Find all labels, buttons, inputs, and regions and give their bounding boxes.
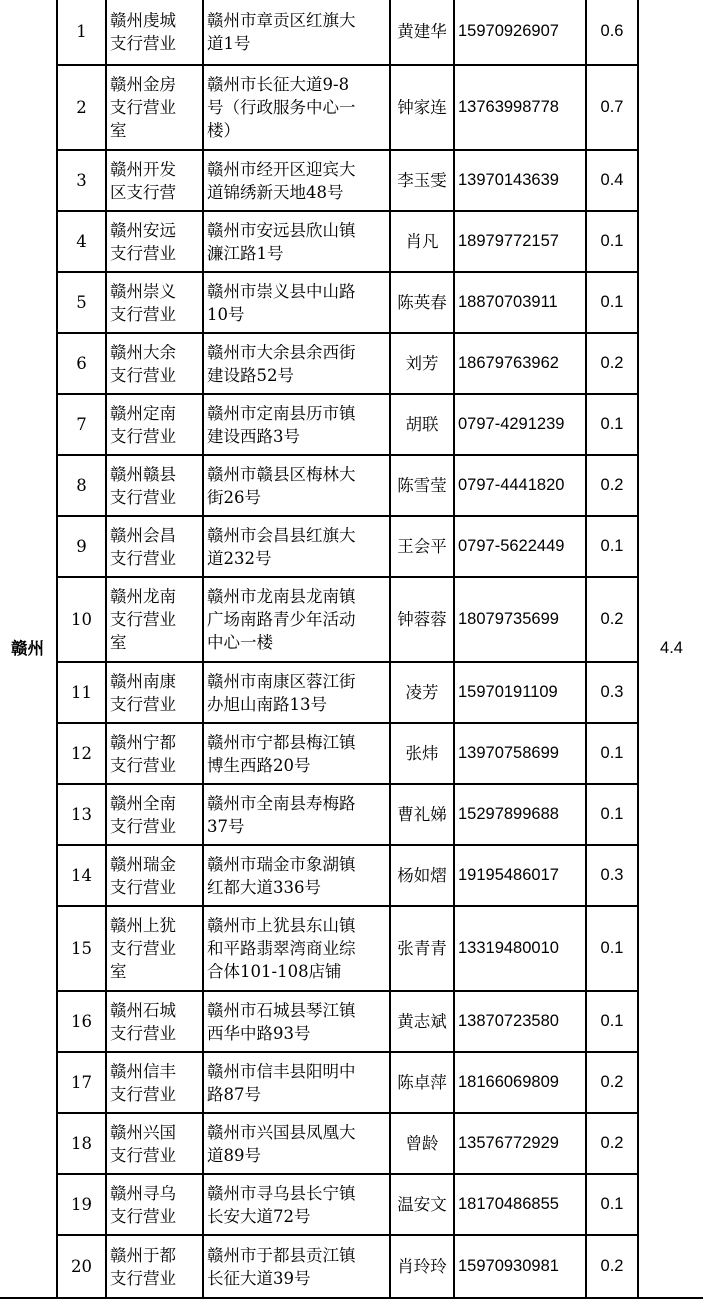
contact-person: 曾龄 xyxy=(390,1113,454,1174)
table-row xyxy=(0,906,703,991)
contact-phone: 19195486017 xyxy=(454,845,586,906)
branch-address: 赣州市定南县历市镇 建设西路3号 xyxy=(203,394,390,455)
table-row xyxy=(0,65,703,150)
branch-address: 赣州市于都县贡江镇 长征大道39号 xyxy=(203,1235,390,1298)
contact-phone: 15970191109 xyxy=(454,662,586,723)
contact-person: 黄志斌 xyxy=(390,991,454,1052)
table-row xyxy=(0,150,703,211)
table-row xyxy=(0,723,703,784)
contact-phone: 13763998778 xyxy=(454,65,586,150)
branch-address: 赣州市全南县寿梅路 37号 xyxy=(203,784,390,845)
allocation-value: 0.7 xyxy=(586,65,638,150)
contact-person: 张炜 xyxy=(390,723,454,784)
branch-address: 赣州市章贡区红旗大 道1号 xyxy=(203,0,390,65)
branch-name: 赣州寻乌 支行营业 xyxy=(106,1174,203,1235)
allocation-value: 0.3 xyxy=(586,845,638,906)
allocation-value: 0.2 xyxy=(586,1235,638,1298)
contact-phone: 18166069809 xyxy=(454,1052,586,1113)
row-number: 8 xyxy=(57,455,106,516)
contact-phone: 18870703911 xyxy=(454,272,586,333)
branch-name: 赣州兴国 支行营业 xyxy=(106,1113,203,1174)
contact-phone: 13576772929 xyxy=(454,1113,586,1174)
allocation-value: 0.4 xyxy=(586,150,638,211)
allocation-value: 0.2 xyxy=(586,455,638,516)
row-number: 18 xyxy=(57,1113,106,1174)
row-number: 9 xyxy=(57,516,106,577)
row-number: 1 xyxy=(57,0,106,65)
contact-phone: 13970758699 xyxy=(454,723,586,784)
row-number: 15 xyxy=(57,906,106,991)
contact-person: 陈雪莹 xyxy=(390,455,454,516)
row-number: 4 xyxy=(57,211,106,272)
branch-name: 赣州宁都 支行营业 xyxy=(106,723,203,784)
contact-phone: 15297899688 xyxy=(454,784,586,845)
allocation-value: 0.1 xyxy=(586,211,638,272)
contact-phone: 0797-4441820 xyxy=(454,455,586,516)
branch-address: 赣州市上犹县东山镇 和平路翡翠湾商业综 合体101-108店铺 xyxy=(203,906,390,991)
allocation-value: 0.6 xyxy=(586,0,638,65)
allocation-value: 0.1 xyxy=(586,516,638,577)
contact-phone: 18170486855 xyxy=(454,1174,586,1235)
table-row xyxy=(0,577,703,662)
row-number: 3 xyxy=(57,150,106,211)
table-row xyxy=(0,991,703,1052)
row-number: 19 xyxy=(57,1174,106,1235)
branch-address: 赣州市安远县欣山镇 濂江路1号 xyxy=(203,211,390,272)
branch-name: 赣州开发 区支行营 xyxy=(106,150,203,211)
branch-name: 赣州龙南 支行营业 室 xyxy=(106,577,203,662)
allocation-value: 0.1 xyxy=(586,723,638,784)
contact-phone: 0797-4291239 xyxy=(454,394,586,455)
contact-person: 钟家连 xyxy=(390,65,454,150)
contact-person: 胡联 xyxy=(390,394,454,455)
contact-person: 凌芳 xyxy=(390,662,454,723)
allocation-value: 0.1 xyxy=(586,272,638,333)
contact-person: 张青青 xyxy=(390,906,454,991)
branch-address: 赣州市赣县区梅林大 街26号 xyxy=(203,455,390,516)
row-number: 16 xyxy=(57,991,106,1052)
contact-person: 杨如熠 xyxy=(390,845,454,906)
branch-address: 赣州市崇义县中山路 10号 xyxy=(203,272,390,333)
branch-address: 赣州市长征大道9-8 号（行政服务中心一 楼） xyxy=(203,65,390,150)
branch-address: 赣州市石城县琴江镇 西华中路93号 xyxy=(203,991,390,1052)
branch-address: 赣州市信丰县阳明中 路87号 xyxy=(203,1052,390,1113)
contact-phone: 13870723580 xyxy=(454,991,586,1052)
contact-person: 李玉雯 xyxy=(390,150,454,211)
branch-name: 赣州大余 支行营业 xyxy=(106,333,203,394)
branch-name: 赣州石城 支行营业 xyxy=(106,991,203,1052)
branch-name: 赣州会昌 支行营业 xyxy=(106,516,203,577)
table-row xyxy=(0,333,703,394)
branch-name: 赣州安远 支行营业 xyxy=(106,211,203,272)
branch-name: 赣州信丰 支行营业 xyxy=(106,1052,203,1113)
branch-name: 赣州于都 支行营业 xyxy=(106,1235,203,1298)
row-number: 6 xyxy=(57,333,106,394)
table-row xyxy=(0,211,703,272)
row-number: 14 xyxy=(57,845,106,906)
branch-name: 赣州全南 支行营业 xyxy=(106,784,203,845)
branch-name: 赣州赣县 支行营业 xyxy=(106,455,203,516)
contact-person: 肖玲玲 xyxy=(390,1235,454,1298)
row-number: 12 xyxy=(57,723,106,784)
branch-address: 赣州市龙南县龙南镇 广场南路青少年活动 中心一楼 xyxy=(203,577,390,662)
allocation-value: 0.2 xyxy=(586,577,638,662)
branch-address: 赣州市瑞金市象湖镇 红都大道336号 xyxy=(203,845,390,906)
table-row xyxy=(0,394,703,455)
branch-name: 赣州虔城 支行营业 xyxy=(106,0,203,65)
contact-person: 曹礼娣 xyxy=(390,784,454,845)
row-number: 10 xyxy=(57,577,106,662)
branch-name: 赣州南康 支行营业 xyxy=(106,662,203,723)
branch-address: 赣州市会昌县红旗大 道232号 xyxy=(203,516,390,577)
row-number: 20 xyxy=(57,1235,106,1298)
table-row xyxy=(0,455,703,516)
allocation-value: 0.1 xyxy=(586,784,638,845)
contact-person: 钟蓉蓉 xyxy=(390,577,454,662)
allocation-value: 0.3 xyxy=(586,662,638,723)
allocation-value: 0.2 xyxy=(586,1052,638,1113)
table-row xyxy=(0,1174,703,1235)
contact-phone: 13970143639 xyxy=(454,150,586,211)
table-row xyxy=(0,845,703,906)
table-row xyxy=(0,784,703,845)
branch-name: 赣州瑞金 支行营业 xyxy=(106,845,203,906)
branch-name: 赣州金房 支行营业 室 xyxy=(106,65,203,150)
contact-phone: 13319480010 xyxy=(454,906,586,991)
row-number: 2 xyxy=(57,65,106,150)
allocation-value: 0.1 xyxy=(586,394,638,455)
branch-address: 赣州市寻乌县长宁镇 长安大道72号 xyxy=(203,1174,390,1235)
branch-name: 赣州上犹 支行营业 室 xyxy=(106,906,203,991)
contact-person: 肖凡 xyxy=(390,211,454,272)
table-row xyxy=(0,1113,703,1174)
contact-person: 黄建华 xyxy=(390,0,454,65)
region-cell: 赣州 xyxy=(0,0,57,1298)
region-total: 4.4 xyxy=(638,0,703,1298)
row-number: 7 xyxy=(57,394,106,455)
contact-phone: 0797-5622449 xyxy=(454,516,586,577)
allocation-value: 0.1 xyxy=(586,991,638,1052)
branch-address: 赣州市宁都县梅江镇 博生西路20号 xyxy=(203,723,390,784)
contact-phone: 15970926907 xyxy=(454,0,586,65)
row-number: 5 xyxy=(57,272,106,333)
table-row xyxy=(0,1052,703,1113)
branch-address: 赣州市大余县余西街 建设路52号 xyxy=(203,333,390,394)
branch-name: 赣州定南 支行营业 xyxy=(106,394,203,455)
contact-person: 刘芳 xyxy=(390,333,454,394)
branch-name: 赣州崇义 支行营业 xyxy=(106,272,203,333)
branch-address: 赣州市南康区蓉江街 办旭山南路13号 xyxy=(203,662,390,723)
contact-phone: 18979772157 xyxy=(454,211,586,272)
table-row xyxy=(0,0,703,65)
branch-address: 赣州市兴国县凤凰大 道89号 xyxy=(203,1113,390,1174)
table-row xyxy=(0,1235,703,1298)
table-row xyxy=(0,516,703,577)
row-number: 13 xyxy=(57,784,106,845)
contact-person: 温安文 xyxy=(390,1174,454,1235)
row-number: 11 xyxy=(57,662,106,723)
allocation-value: 0.1 xyxy=(586,906,638,991)
allocation-value: 0.2 xyxy=(586,1113,638,1174)
contact-person: 陈卓萍 xyxy=(390,1052,454,1113)
contact-phone: 18079735699 xyxy=(454,577,586,662)
contact-phone: 18679763962 xyxy=(454,333,586,394)
branch-address: 赣州市经开区迎宾大 道锦绣新天地48号 xyxy=(203,150,390,211)
contact-person: 王会平 xyxy=(390,516,454,577)
contact-person: 陈英春 xyxy=(390,272,454,333)
table-row xyxy=(0,662,703,723)
allocation-value: 0.2 xyxy=(586,333,638,394)
contact-phone: 15970930981 xyxy=(454,1235,586,1298)
row-number: 17 xyxy=(57,1052,106,1113)
table-row xyxy=(0,272,703,333)
allocation-value: 0.1 xyxy=(586,1174,638,1235)
